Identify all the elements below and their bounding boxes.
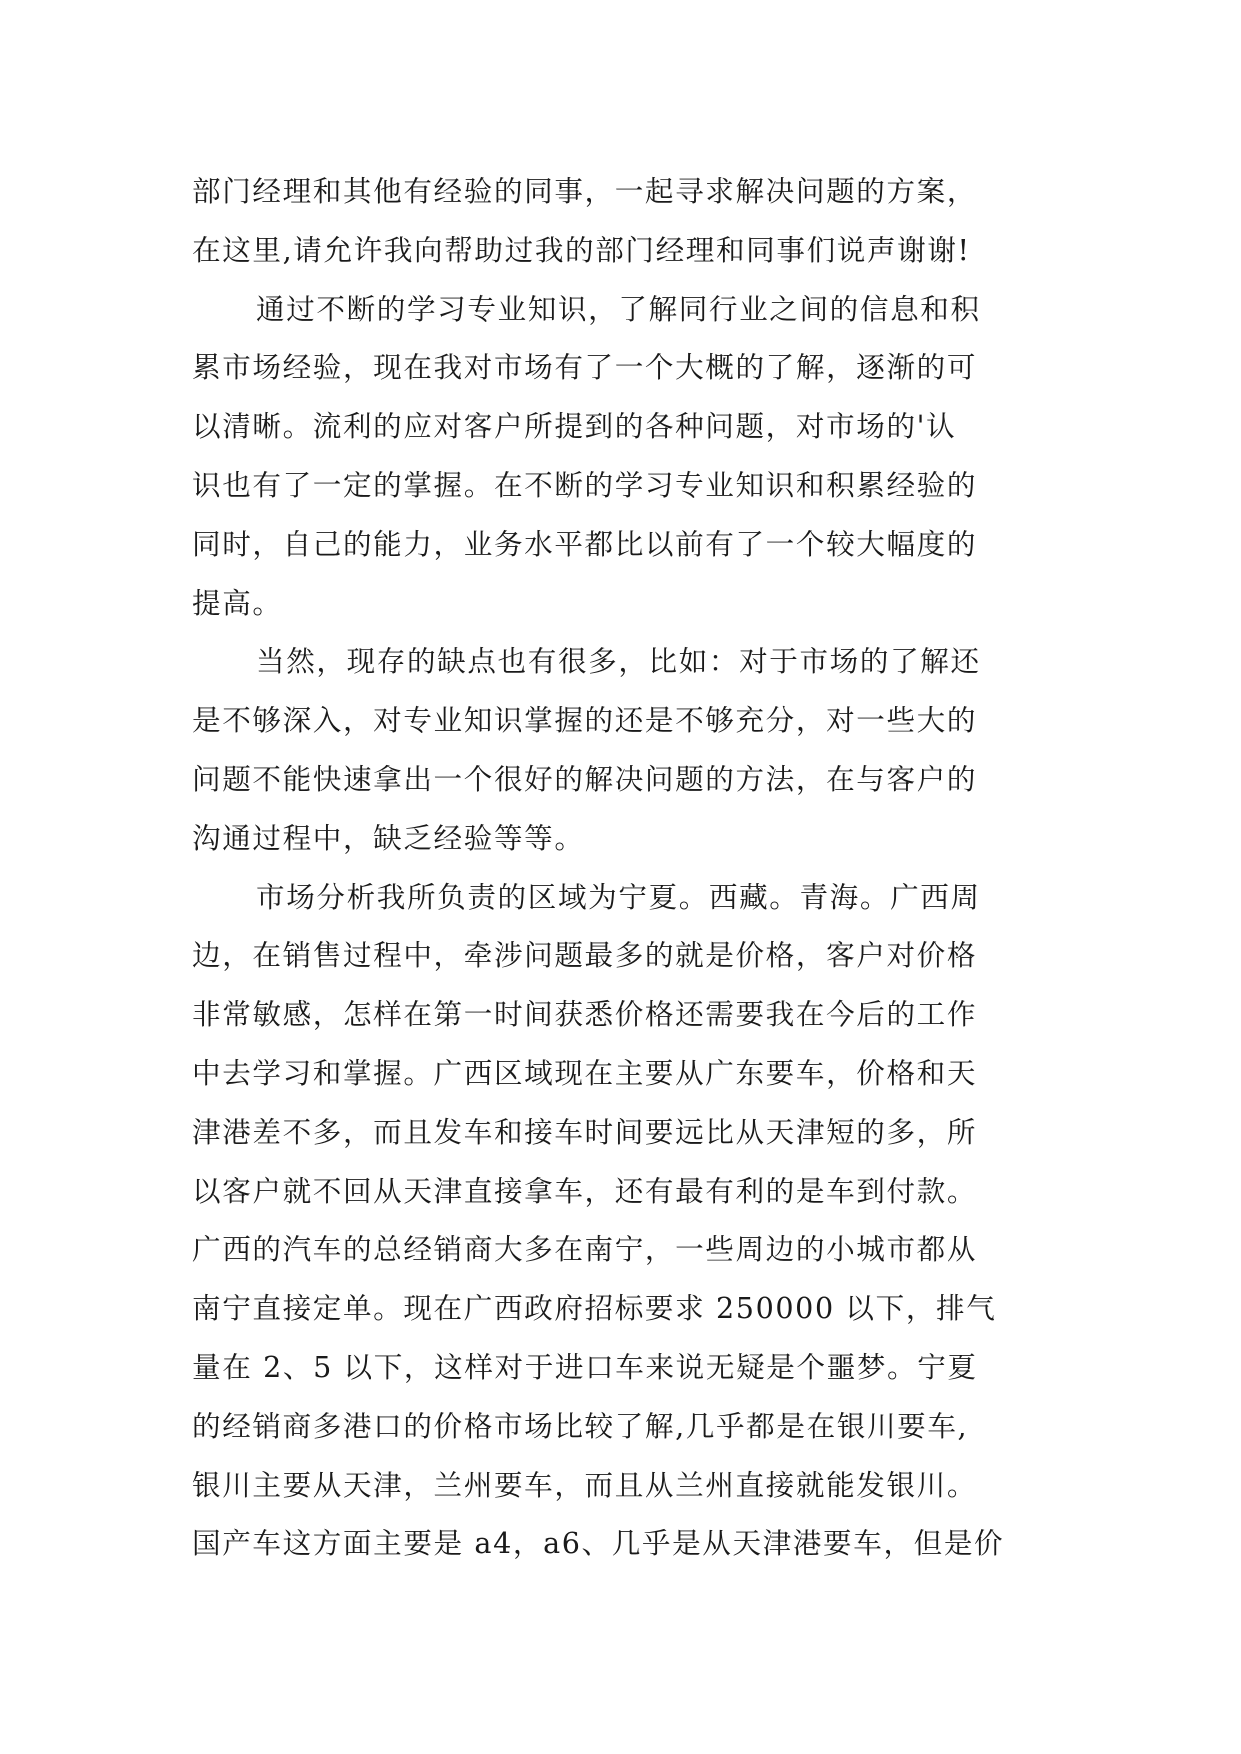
text-line: 国产车这方面主要是 a4，a6、几乎是从天津港要车，但是价	[192, 1526, 1005, 1561]
text-line: 以客户就不回从天津直接拿车，还有最有利的是车到付款。	[192, 1173, 978, 1208]
text-line: 是不够深入，对专业知识掌握的还是不够充分，对一些大的	[192, 703, 978, 738]
text-line: 南宁直接定单。现在广西政府招标要求 250000 以下，排气	[192, 1291, 997, 1326]
text-line: 提高。	[192, 585, 283, 620]
text-line: 问题不能快速拿出一个很好的解决问题的方法，在与客户的	[192, 761, 978, 796]
text-line: 中去学习和掌握。广西区域现在主要从广东要车，价格和天	[192, 1055, 978, 1090]
text-line: 通过不断的学习专业知识，了解同行业之间的信息和积	[256, 291, 981, 326]
text-line: 广西的汽车的总经销商大多在南宁，一些周边的小城市都从	[192, 1232, 978, 1267]
text-line: 在这里,请允许我向帮助过我的部门经理和同事们说声谢谢!	[192, 232, 971, 267]
text-line: 同时，自己的能力，业务水平都比以前有了一个较大幅度的	[192, 526, 978, 561]
text-line: 当然，现存的缺点也有很多，比如：对于市场的了解还	[256, 644, 981, 679]
text-line: 津港差不多，而且发车和接车时间要远比从天津短的多，所	[192, 1114, 978, 1149]
text-line: 市场分析我所负责的区域为宁夏。西藏。青海。广西周	[256, 879, 981, 914]
text-line: 边，在销售过程中，牵涉问题最多的就是价格，客户对价格	[192, 938, 978, 973]
text-line: 银川主要从天津，兰州要车，而且从兰州直接就能发银川。	[192, 1467, 978, 1502]
body-text	[192, 162, 1052, 1573]
text-line: 非常敏感，怎样在第一时间获悉价格还需要我在今后的工作	[192, 997, 978, 1032]
text-line: 的经销商多港口的价格市场比较了解,几乎都是在银川要车,	[192, 1408, 969, 1443]
text-line: 量在 2、5 以下，这样对于进口车来说无疑是个噩梦。宁夏	[192, 1349, 978, 1384]
text-line: 识也有了一定的掌握。在不断的学习专业知识和积累经验的	[192, 467, 978, 502]
text-line: 沟通过程中，缺乏经验等等。	[192, 820, 585, 855]
text-line: 部门经理和其他有经验的同事，一起寻求解决问题的方案，	[192, 174, 978, 208]
text-line: 以清晰。流利的应对客户所提到的各种问题，对市场的'认	[192, 409, 957, 444]
text-line: 累市场经验，现在我对市场有了一个大概的了解，逐渐的可	[192, 350, 978, 385]
